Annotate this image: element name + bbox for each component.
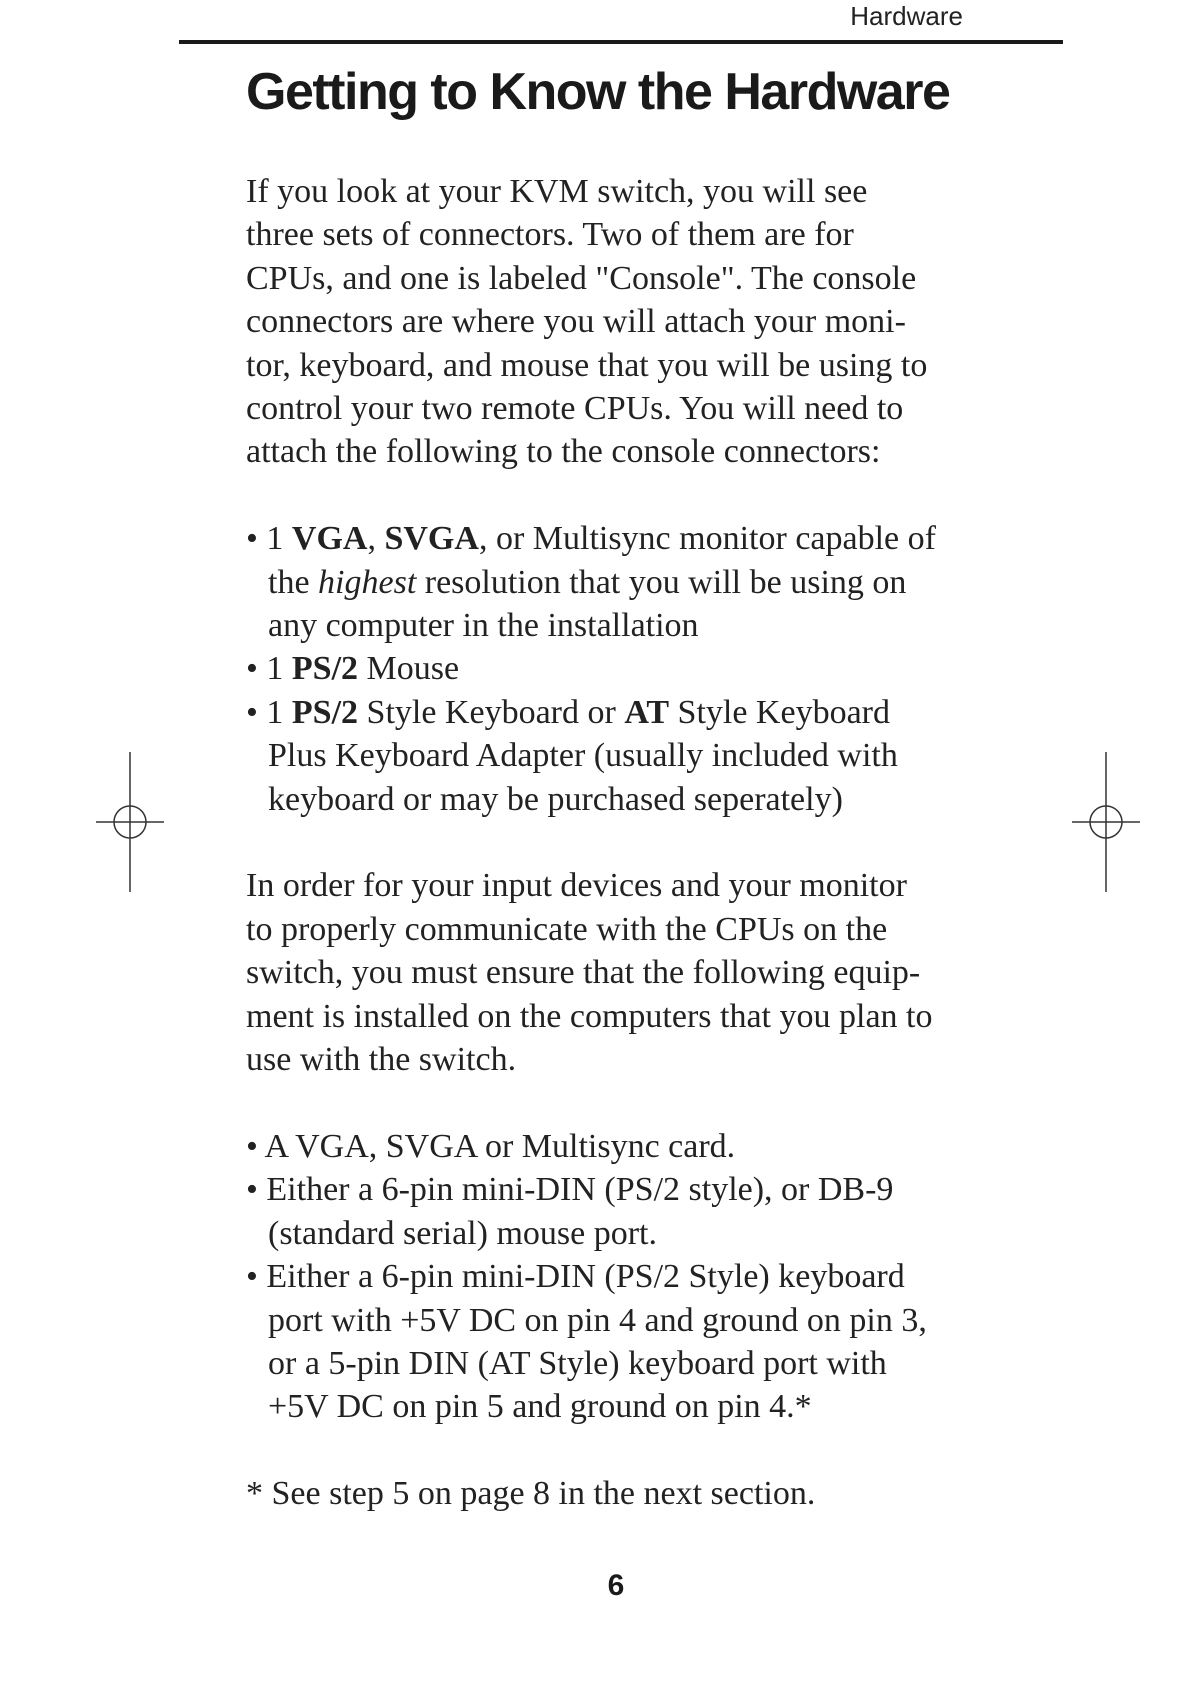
body-text <box>246 170 986 1516</box>
footnote: * See step 5 on page 8 in the next section. <box>246 1475 816 1513</box>
intro-line: If you look at your KVM switch, you will see <box>246 173 868 210</box>
computer-item-video-card: • A VGA, SVGA or Multisync card. <box>246 1127 736 1165</box>
requirements-line: ment is installed on the computers that you plan to <box>246 997 933 1035</box>
paragraph-gap <box>246 1082 986 1125</box>
console-item-keyboard: • 1 PS/2 Style Keyboard or AT Style Keyboard Plus Keyboard Adapter (usually included with keyboard or may be purchased seperately) <box>246 693 898 818</box>
computer-list <box>246 1125 986 1429</box>
requirements-line: switch, you must ensure that the following equip- <box>246 954 921 992</box>
requirements-paragraph <box>246 864 986 1081</box>
registration-mark-icon <box>1072 752 1140 892</box>
header-rule <box>179 40 1063 44</box>
requirements-line: In order for your input devices and your monitor <box>246 867 907 905</box>
paragraph-gap <box>246 474 986 517</box>
requirements-line: use with the switch. <box>246 1041 517 1079</box>
paragraph-gap <box>246 1429 986 1472</box>
intro-line: CPUs, and one is labeled "Console". The console <box>246 259 917 297</box>
intro-line: tor, keyboard, and mouse that you will be using to <box>246 346 928 384</box>
emphasis-vga: VGA <box>291 520 368 558</box>
running-head: Hardware <box>850 1 963 31</box>
page-title: Getting to Know the Hardware <box>246 63 950 121</box>
intro-line: attach the following to the console connectors: <box>246 433 881 471</box>
intro-line: connectors are where you will attach your moni- <box>246 303 906 341</box>
page-number: 6 <box>607 1569 625 1602</box>
console-item-monitor: • 1 VGA, SVGA, or Multisync monitor capable of the highest resolution that you will be using on any computer in the installation <box>246 520 936 645</box>
console-item-mouse: • 1 PS/2 Mouse <box>246 650 460 688</box>
requirements-line: to properly communicate with the CPUs on the <box>246 910 888 948</box>
emphasis-svga: SVGA <box>384 520 479 558</box>
computer-item-keyboard-port: • Either a 6-pin mini-DIN (PS/2 Style) keyboard port with +5V DC on pin 4 and ground on pin 3, or a 5-pin DIN (AT Style) keyboard port with +5V DC on pin 5 and ground on pin 4.* <box>246 1258 927 1426</box>
emphasis-ps2: PS/2 <box>291 693 359 731</box>
computer-item-mouse-port: • Either a 6-pin mini-DIN (PS/2 style), or DB-9 (standard serial) mouse port. <box>246 1171 894 1252</box>
emphasis-highest: highest <box>318 563 417 601</box>
intro-line: control your two remote CPUs. You will need to <box>246 390 904 428</box>
intro-paragraph <box>246 170 986 474</box>
console-list <box>246 517 986 821</box>
intro-line: three sets of connectors. Two of them are for <box>246 216 854 254</box>
emphasis-ps2: PS/2 <box>291 650 359 688</box>
paragraph-gap <box>246 821 986 864</box>
emphasis-at: AT <box>624 693 670 731</box>
registration-mark-icon <box>96 752 164 892</box>
